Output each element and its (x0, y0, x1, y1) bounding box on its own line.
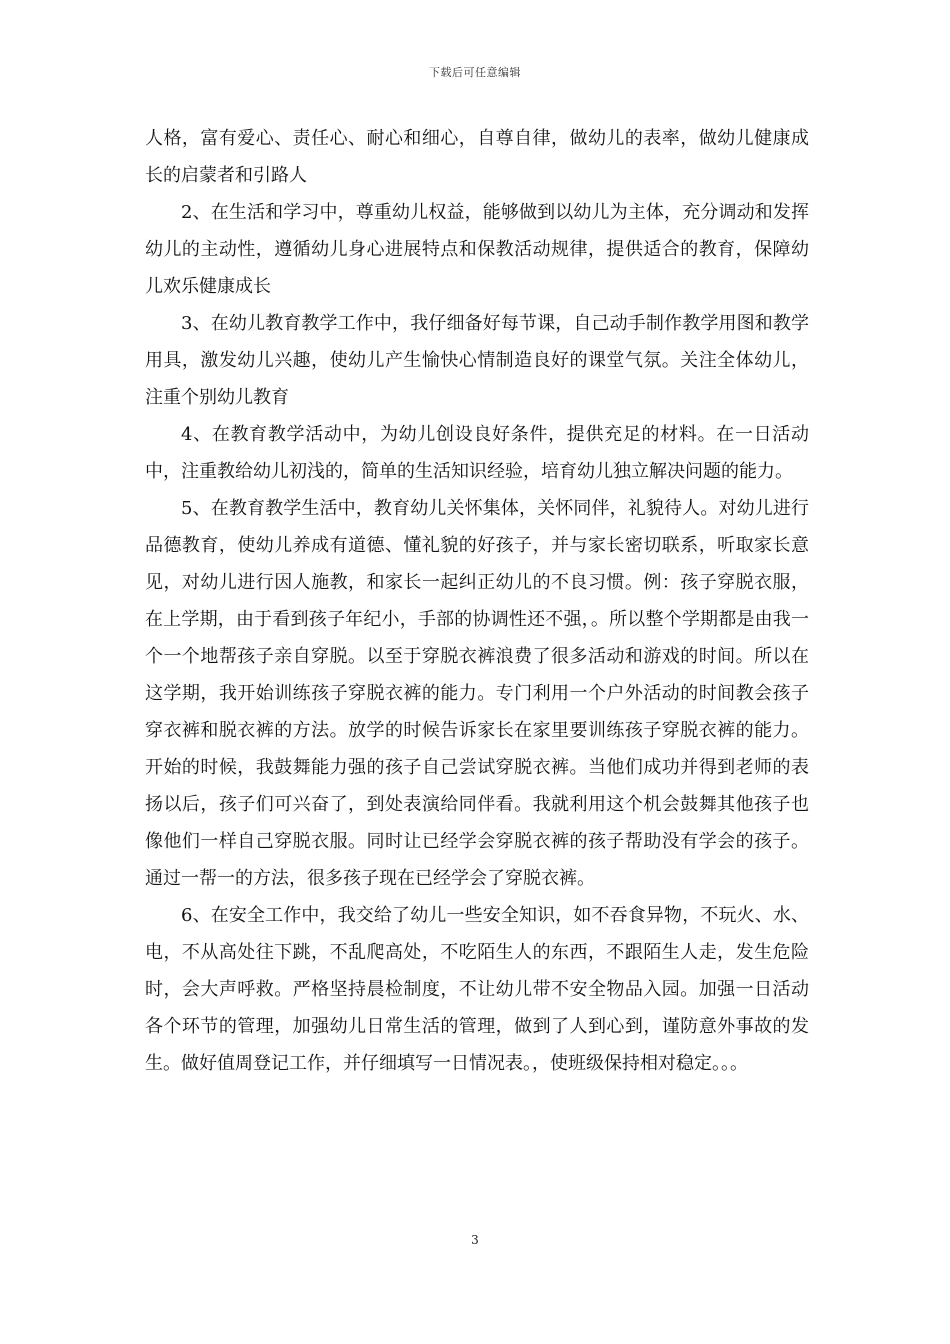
paragraph-5: 5、在教育教学生活中，教育幼儿关怀集体，关怀同伴，礼貌待人。对幼儿进行品德教育，使幼儿养成有道德、懂礼貌的好孩子，并与家长密切联系，听取家长意见，对幼儿进行因人施教，和家长一起纠正幼儿的不良习惯。例：孩子穿脱衣服，在上学期，由于看到孩子年纪小，手部的协调性还不强，。所以整个学期都是由我一个一个地帮孩子亲自穿脱。以至于穿脱衣裤浪费了很多活动和游戏的时间。所以在这学期，我开始训练孩子穿脱衣裤的能力。专门利用一个户外活动的时间教会孩子穿衣裤和脱衣裤的方法。放学的时候告诉家长在家里要训练孩子穿脱衣裤的能力。开始的时候，我鼓舞能力强的孩子自己尝试穿脱衣裤。当他们成功并得到老师的表扬以后，孩子们可兴奋了，到处表演给同伴看。我就利用这个机会鼓舞其他孩子也像他们一样自己穿脱衣服。同时让已经学会穿脱衣裤的孩子帮助没有学会的孩子。通过一帮一的方法，很多孩子现在已经学会了穿脱衣裤。 (145, 498, 809, 889)
paragraph-4: 4、在教育教学活动中，为幼儿创设良好条件，提供充足的材料。在一日活动中，注重教给幼儿初浅的，简单的生活知识经验，培育幼儿独立解决问题的能力。 (145, 424, 809, 482)
document-body (145, 120, 809, 1082)
paragraph-2: 2、在生活和学习中，尊重幼儿权益，能够做到以幼儿为主体，充分调动和发挥幼儿的主动性，遵循幼儿身心进展特点和保教活动规律，提供适合的教育，保障幼儿欢乐健康成长 (145, 202, 809, 297)
paragraph-6: 6、在安全工作中，我交给了幼儿一些安全知识，如不吞食异物，不玩火、水、电，不从高处往下跳，不乱爬高处，不吃陌生人的东西，不跟陌生人走，发生危险时，会大声呼救。严格坚持晨检制度，不让幼儿带不安全物品入园。加强一日活动各个环节的管理，加强幼儿日常生活的管理，做到了人到心到，谨防意外事故的发生。做好值周登记工作，并仔细填写一日情况表。，使班级保持相对稳定。。。 (145, 905, 809, 1074)
page-header: 下载后可任意编辑 (429, 66, 521, 79)
page-number: 3 (471, 1233, 479, 1247)
paragraph-1: 人格，富有爱心、责任心、耐心和细心，自尊自律，做幼儿的表率，做幼儿健康成长的启蒙者和引路人 (145, 128, 809, 186)
paragraph-3: 3、在幼儿教育教学工作中，我仔细备好每节课，自己动手制作教学用图和教学用具，激发幼儿兴趣，使幼儿产生愉快心情制造良好的课堂气氛。关注全体幼儿，注重个别幼儿教育 (145, 313, 809, 408)
